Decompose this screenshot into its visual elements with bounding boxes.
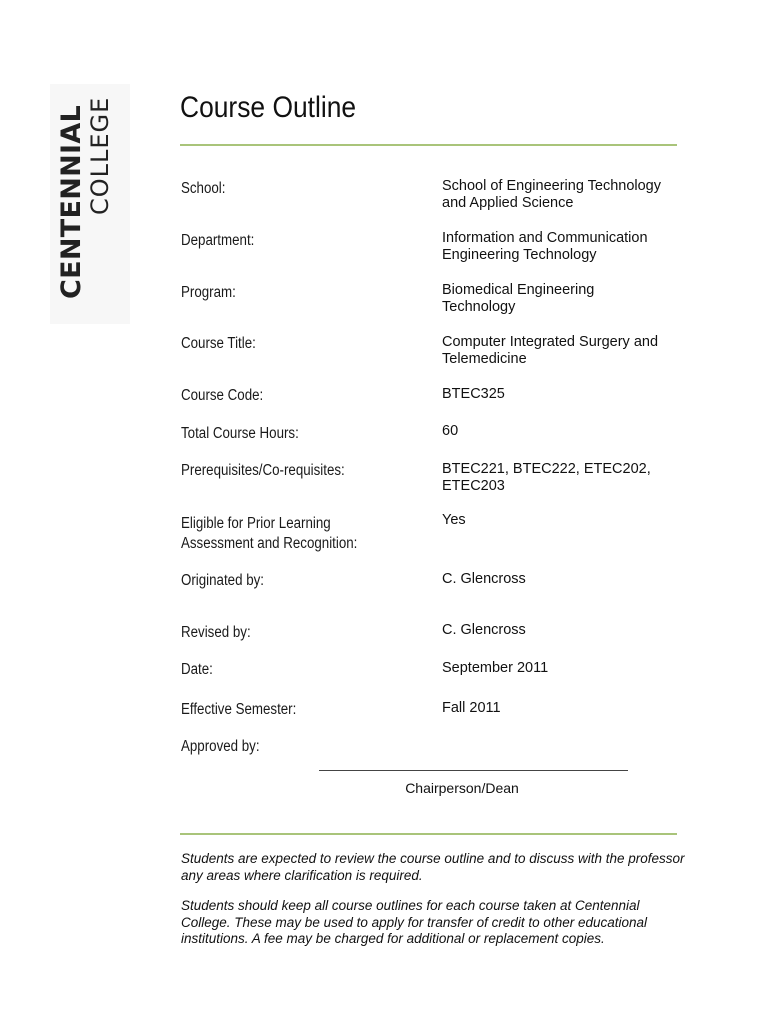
plar-label-line-1: Eligible for Prior Learning <box>181 515 331 532</box>
plar-label-line-2: Assessment and Recognition: <box>181 535 358 552</box>
total-hours-value-line-1: 60 <box>442 423 459 439</box>
logo-college-text: COLLEGE <box>86 96 114 215</box>
program-value-line-2: Technology <box>442 299 516 315</box>
plar-value <box>442 512 677 529</box>
school-value-line-2: and Applied Science <box>442 195 574 211</box>
keep-outlines-note: Students should keep all course outlines for each course taken at Centennial College. These may be used to apply for transfer of credit to other educational institutions. A fee may be charged for additional or replacement copies. <box>181 898 648 946</box>
total-hours-label: Total Course Hours: <box>181 425 299 442</box>
title-divider <box>180 144 677 146</box>
course-title-label: Course Title: <box>181 335 256 352</box>
plar-value-line-1: Yes <box>442 512 466 528</box>
revised-by-value-line-1: C. Glencross <box>442 622 526 638</box>
prerequisites-value <box>442 461 677 495</box>
department-label: Department: <box>181 232 255 249</box>
page-title: Course Outline <box>180 91 357 124</box>
notes-divider <box>180 833 677 835</box>
course-title-value <box>442 334 677 368</box>
course-title-value-line-2: Telemedicine <box>442 351 527 367</box>
originated-by-value-line-1: C. Glencross <box>442 571 526 587</box>
department-value-line-2: Engineering Technology <box>442 247 597 263</box>
school-value <box>442 178 677 212</box>
school-label: School: <box>181 180 226 197</box>
logo-centennial-text: CENTENNIAL <box>56 104 87 299</box>
revised-by-label: Revised by: <box>181 624 251 641</box>
course-code-value <box>442 386 677 403</box>
effective-semester-value-line-1: Fall 2011 <box>442 700 501 716</box>
approved-by-label: Approved by: <box>181 738 260 755</box>
course-title-value-line-1: Computer Integrated Surgery and <box>442 334 659 350</box>
program-value <box>442 282 677 316</box>
prerequisites-label: Prerequisites/Co-requisites: <box>181 462 345 479</box>
originated-by-value <box>442 571 677 588</box>
signature-caption: Chairperson/Dean <box>405 780 519 796</box>
total-hours-value <box>442 423 677 440</box>
department-value-line-1: Information and Communication <box>442 230 648 246</box>
school-value-line-1: School of Engineering Technology <box>442 178 662 194</box>
effective-semester-value <box>442 700 677 717</box>
prerequisites-value-line-2: ETEC203 <box>442 478 505 494</box>
originated-by-label: Originated by: <box>181 572 264 589</box>
course-code-value-line-1: BTEC325 <box>442 386 505 402</box>
course-code-label: Course Code: <box>181 387 264 404</box>
revised-by-value <box>442 622 677 639</box>
review-note: Students are expected to review the course outline and to discuss with the professor any areas where clarification is required. <box>181 851 685 883</box>
prerequisites-value-line-1: BTEC221, BTEC222, ETEC202, <box>442 461 651 477</box>
program-value-line-1: Biomedical Engineering <box>442 282 595 298</box>
effective-semester-label: Effective Semester: <box>181 701 297 718</box>
date-value-line-1: September 2011 <box>442 660 549 676</box>
department-value <box>442 230 677 264</box>
signature-line <box>319 770 628 771</box>
date-label: Date: <box>181 661 213 678</box>
date-value <box>442 660 677 677</box>
program-label: Program: <box>181 284 236 301</box>
